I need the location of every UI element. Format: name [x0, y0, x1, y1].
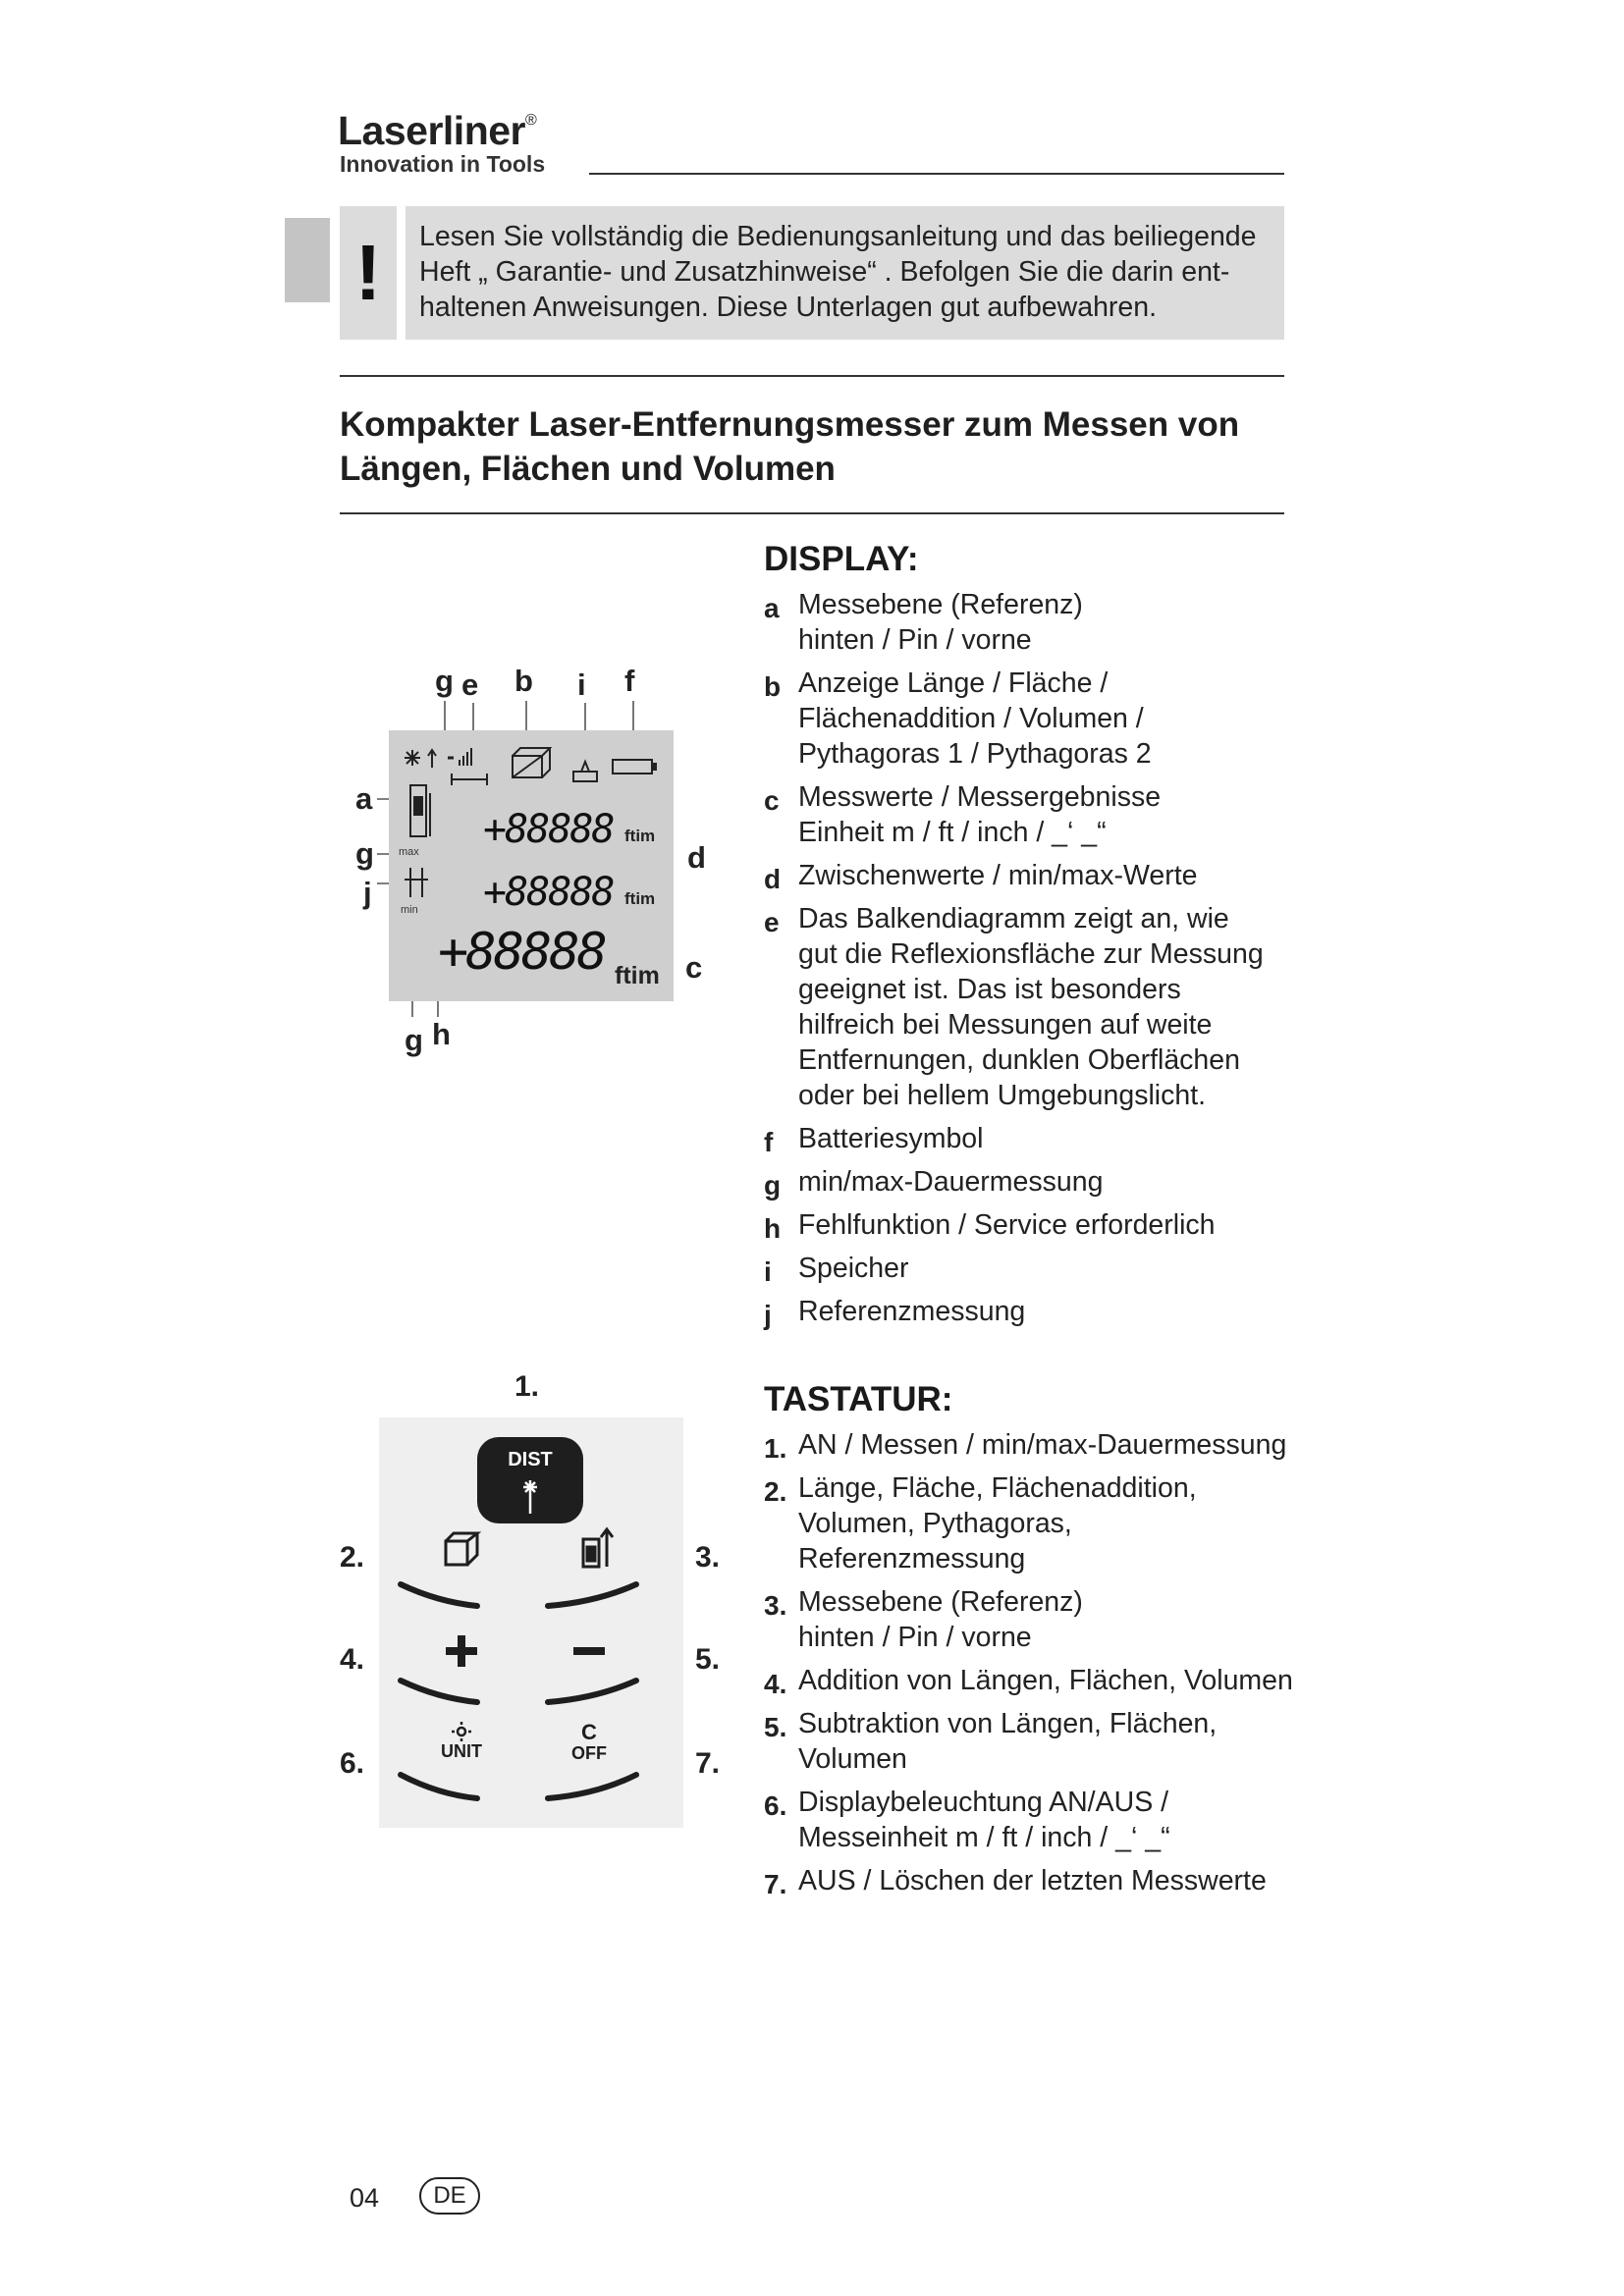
keypad-number-5: 5.	[695, 1643, 721, 1676]
legend-item-h	[764, 1207, 1314, 1243]
legend-item-i	[764, 1251, 1314, 1286]
figure-label-g-top: g	[435, 664, 454, 698]
keypad-key: 5.	[764, 1712, 787, 1742]
legend-text: Messebene (Referenz) hinten / Pin / vorne	[798, 589, 1083, 656]
legend-text: Anzeige Länge / Fläche / Flächenaddition / Volumen / Pythagoras 1 / Pythagoras 2	[798, 667, 1152, 770]
unit-key-6[interactable]	[401, 1717, 489, 1810]
legend-item-a	[764, 587, 1314, 658]
legend-item-j	[764, 1294, 1314, 1329]
minus-key-5[interactable]	[548, 1624, 636, 1712]
lcd-readout-2: +88888	[483, 870, 614, 915]
plus-key-4[interactable]	[401, 1624, 489, 1712]
dist-label: DIST	[508, 1449, 553, 1470]
legend-text: min/max-Dauermessung	[798, 1166, 1104, 1198]
legend-text: Batteriesymbol	[798, 1123, 984, 1154]
legend-key: b	[764, 671, 782, 702]
figure-label-b: b	[514, 664, 533, 698]
keypad-text: Addition von Längen, Flächen, Volumen	[798, 1665, 1293, 1696]
brand-name: Laserliner	[338, 108, 525, 153]
legend-item-e	[764, 901, 1314, 1113]
exclamation-mark: !	[354, 229, 382, 316]
keypad-item-3	[764, 1584, 1314, 1655]
keypad-item-2	[764, 1470, 1314, 1576]
keypad-key: 6.	[764, 1790, 787, 1821]
lcd-readout-1: +88888	[483, 807, 614, 852]
keypad-key: 2.	[764, 1476, 787, 1507]
legend-key: f	[764, 1127, 774, 1157]
legend-text: Das Balkendiagramm zeigt an, wie gut die Reflexionsfläche zur Messung geeignet ist. Das ist besonders hilfreich bei Messungen auf weite Entfernungen, dunklen Oberflächen oder bei hellem Umgebungslicht.	[798, 903, 1264, 1111]
keypad-legend-list	[764, 1427, 1314, 1906]
lcd-display-illustration	[389, 730, 674, 1001]
legend-item-d	[764, 858, 1314, 893]
keypad-item-7	[764, 1863, 1314, 1898]
figure-label-a: a	[355, 781, 373, 816]
c-key-label: C	[581, 1720, 597, 1744]
keypad-key: 1.	[764, 1433, 787, 1464]
reference-key-3[interactable]	[548, 1525, 636, 1614]
lcd-min-label: min	[401, 904, 418, 916]
keypad-text: Displaybeleuchtung AN/AUS / Messeinheit m / ft / inch / _‘ _“	[798, 1787, 1170, 1853]
page-title: Kompakter Laser-Entfernungsmesser zum Messen von Längen, Flächen und Volumen	[340, 405, 1240, 488]
registered-mark: ®	[525, 112, 537, 129]
notice-text: Lesen Sie vollständig die Bedienungsanleitung und das beiliegende Heft „ Garantie- und Zusatzhinweise“ . Befolgen Sie die darin ent- haltenen Anweisungen. Diese Unterlagen gut aufbewahren.	[419, 221, 1257, 323]
language-badge: DE	[419, 2177, 480, 2215]
figure-label-d: d	[687, 840, 706, 875]
keypad-number-2: 2.	[340, 1541, 365, 1574]
lcd-unit-1: ftim	[624, 827, 656, 845]
keypad-illustration	[379, 1417, 683, 1828]
legend-item-g	[764, 1164, 1314, 1200]
figure-label-i: i	[577, 667, 586, 702]
legend-item-b	[764, 666, 1314, 772]
figure-label-c: c	[685, 950, 703, 985]
legend-key: c	[764, 785, 780, 816]
figure-label-h: h	[432, 1017, 451, 1051]
lcd-unit-main: ftim	[615, 962, 660, 989]
keypad-key: 7.	[764, 1869, 787, 1899]
unit-key-label: UNIT	[441, 1741, 482, 1761]
legend-item-c	[764, 779, 1314, 850]
figure-label-j: j	[363, 876, 372, 910]
legend-key: j	[764, 1300, 772, 1330]
legend-key: g	[764, 1170, 782, 1201]
function-key-2[interactable]	[401, 1525, 489, 1614]
keypad-key: 3.	[764, 1590, 787, 1621]
lcd-readout-main: +88888	[438, 923, 605, 982]
keypad-text: Länge, Fläche, Flächenaddition, Volumen, Pythagoras, Referenzmessung	[798, 1472, 1197, 1575]
lcd-unit-2: ftim	[624, 889, 656, 908]
keypad-text: AUS / Löschen der letzten Messwerte	[798, 1865, 1267, 1896]
legend-key: a	[764, 593, 780, 623]
keypad-text: AN / Messen / min/max-Dauermessung	[798, 1429, 1287, 1461]
display-heading: DISPLAY:	[764, 540, 919, 578]
keypad-text: Messebene (Referenz) hinten / Pin / vorne	[798, 1586, 1083, 1653]
keypad-item-4	[764, 1663, 1314, 1698]
display-legend-list	[764, 587, 1314, 1337]
keypad-number-6: 6.	[340, 1747, 365, 1780]
legend-text: Fehlfunktion / Service erforderlich	[798, 1209, 1216, 1241]
figure-label-e: e	[461, 667, 479, 702]
legend-text: Messwerte / Messergebnisse Einheit m / ft / inch / _‘ _“	[798, 781, 1162, 848]
keypad-number-7: 7.	[695, 1747, 721, 1780]
legend-key: e	[764, 907, 780, 937]
figure-label-g-bottom: g	[405, 1023, 423, 1057]
keypad-item-5	[764, 1706, 1314, 1777]
keypad-item-6	[764, 1785, 1314, 1855]
keypad-key: 4.	[764, 1669, 787, 1699]
lcd-max-label: max	[399, 846, 419, 858]
keypad-number-3: 3.	[695, 1541, 721, 1574]
figure-label-f: f	[624, 664, 635, 698]
keypad-number-4: 4.	[340, 1643, 365, 1676]
off-key-label: OFF	[571, 1743, 607, 1763]
page-number: 04	[350, 2183, 380, 2213]
legend-key: h	[764, 1213, 782, 1244]
legend-item-f	[764, 1121, 1314, 1156]
keypad-item-1	[764, 1427, 1314, 1463]
legend-text: Referenzmessung	[798, 1296, 1026, 1327]
keypad-number-1: 1.	[514, 1370, 540, 1403]
keypad-heading: TASTATUR:	[764, 1380, 953, 1418]
figure-label-g-left: g	[355, 836, 374, 871]
keypad-text: Subtraktion von Längen, Flächen, Volumen	[798, 1708, 1218, 1775]
legend-key: d	[764, 864, 782, 894]
brand-tagline: Innovation in Tools	[340, 151, 546, 177]
legend-text: Speicher	[798, 1253, 909, 1284]
clear-off-key-7[interactable]	[548, 1717, 636, 1810]
legend-key: i	[764, 1256, 772, 1287]
legend-text: Zwischenwerte / min/max-Werte	[798, 860, 1198, 891]
